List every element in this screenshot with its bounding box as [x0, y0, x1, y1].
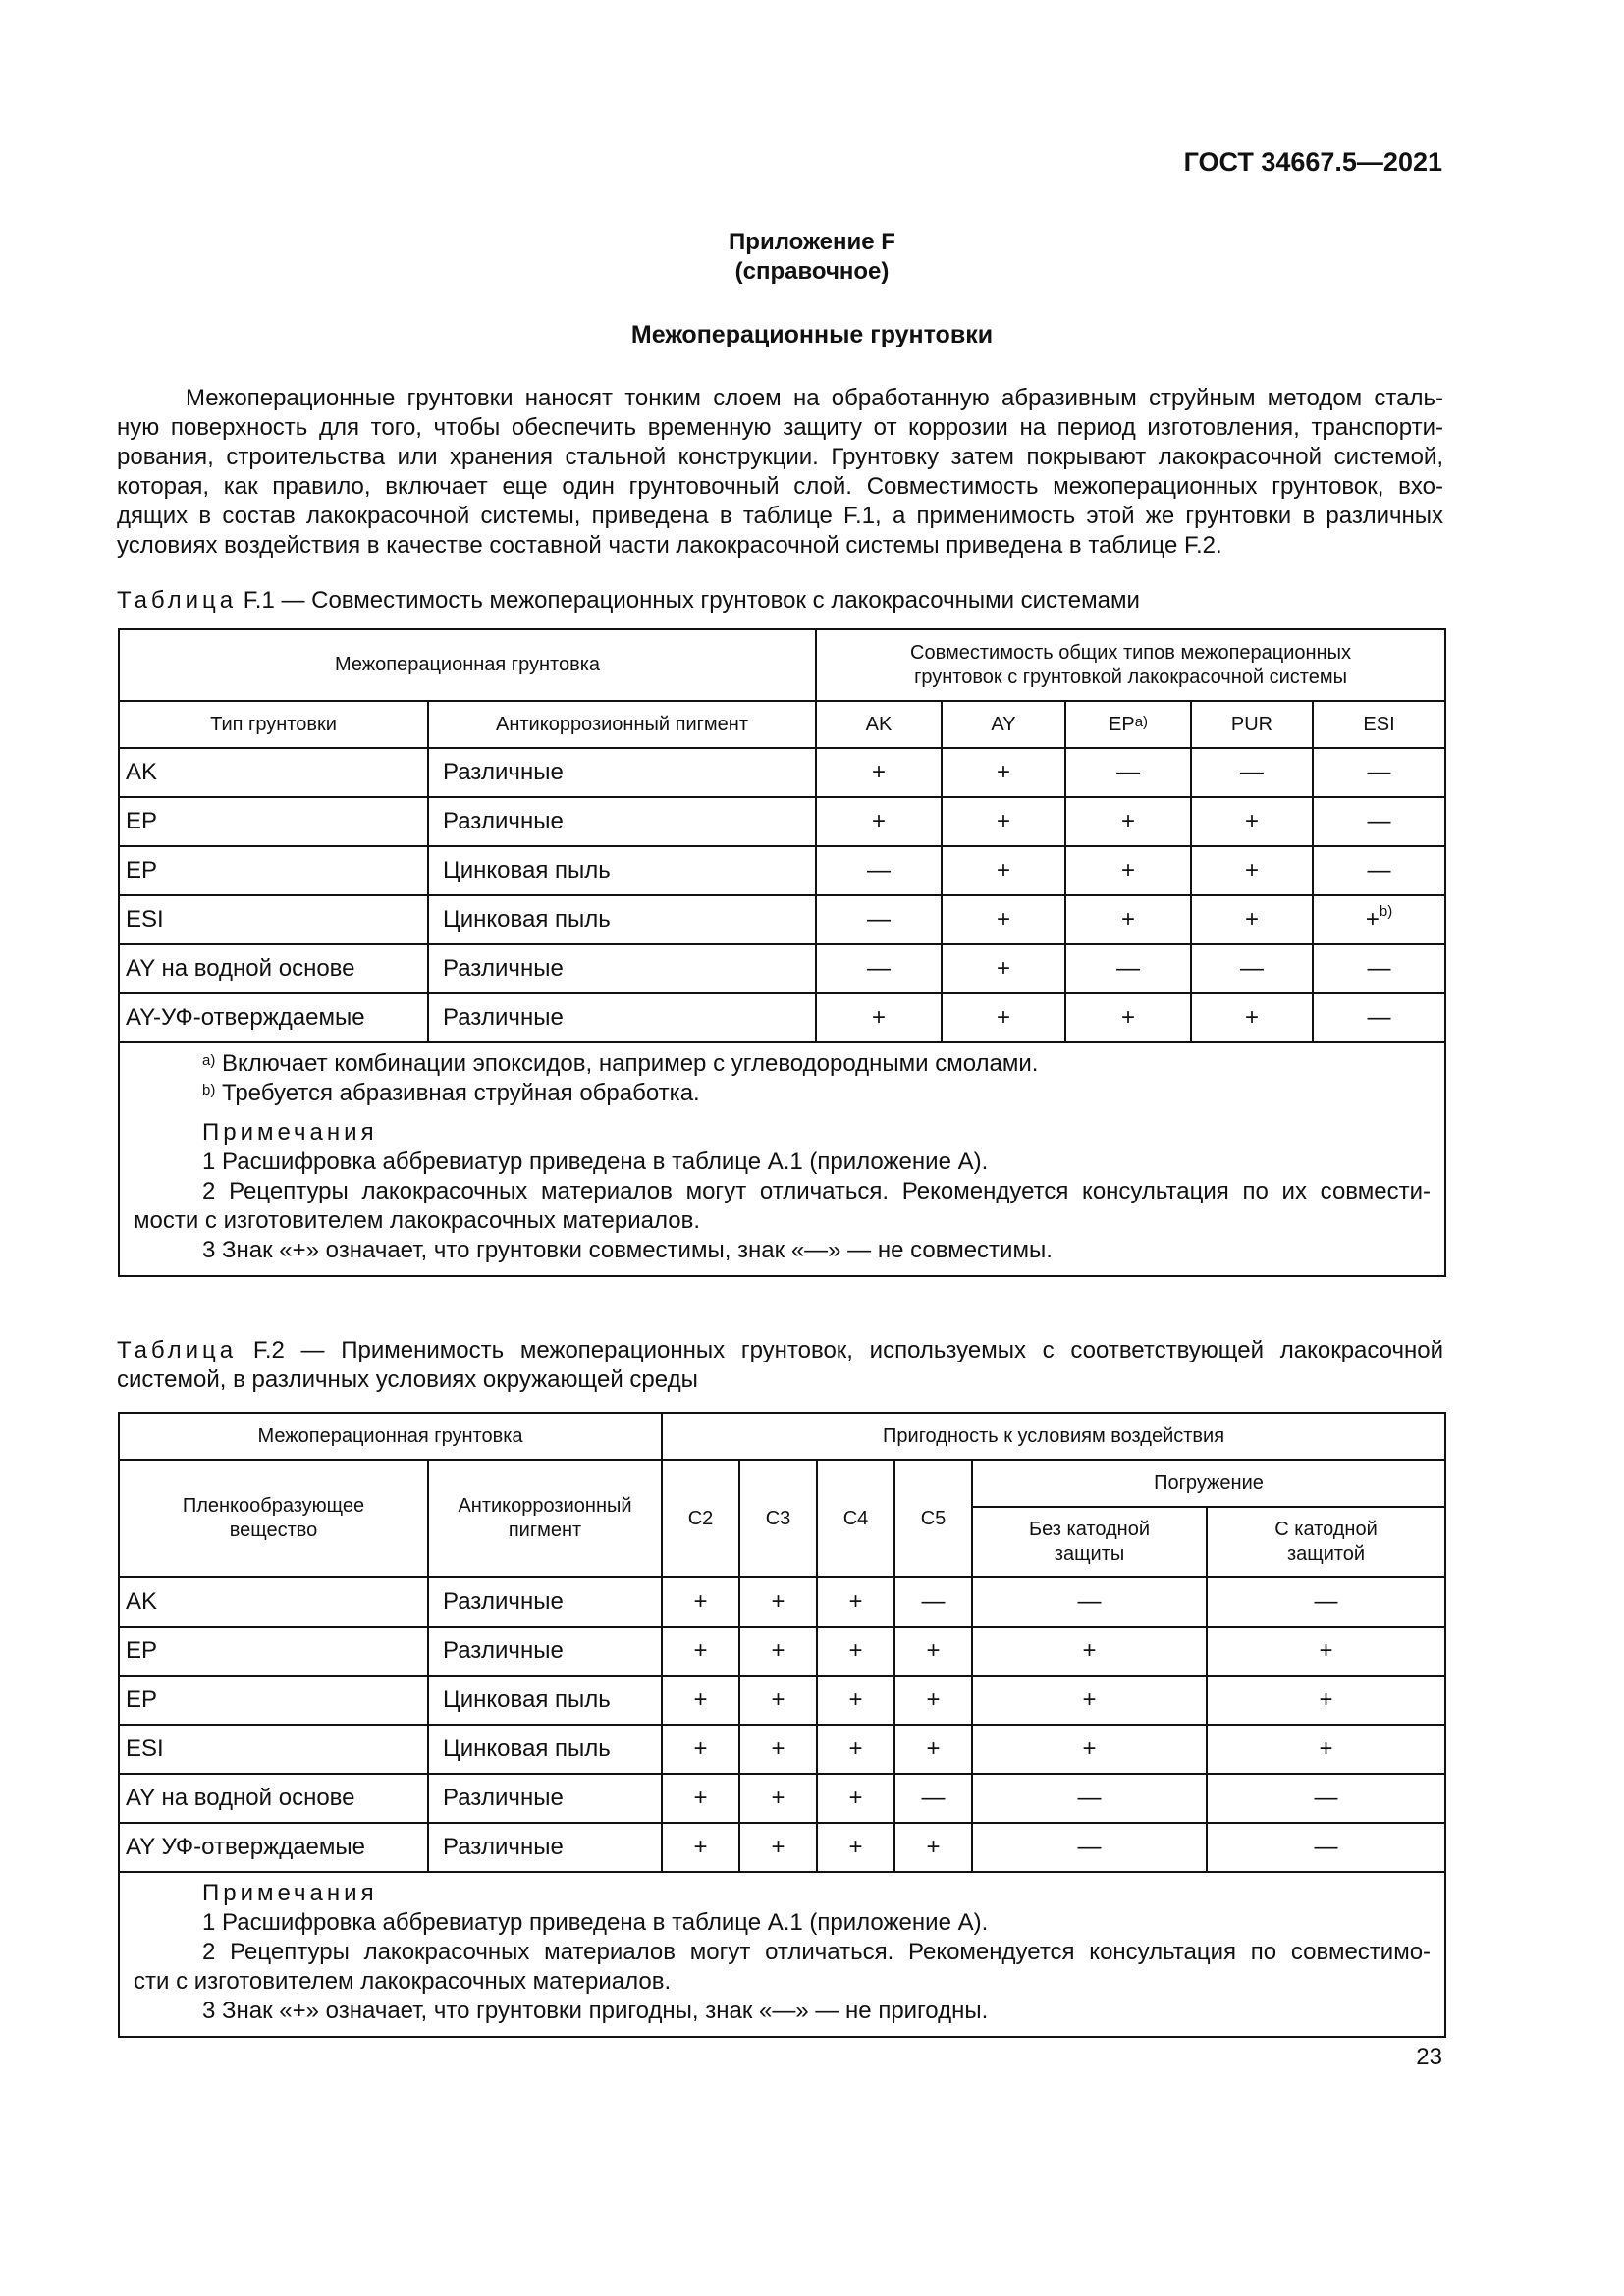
value-cell: +: [662, 1823, 739, 1872]
table2-col-cathodic: [1207, 1507, 1445, 1577]
primer-type-cell: ESI: [119, 895, 428, 944]
note: 2 Рецептуры лакокрасочных материалов могут отличаться. Рекомендуется консультация по совместимо-: [202, 1939, 1432, 1965]
table1-group-header: [119, 629, 1445, 701]
value-cell: +: [739, 1577, 817, 1627]
table2-group-left: Межоперационная грунтовка: [119, 1413, 662, 1460]
table1-caption-text: F.1 — Совместимость межоперационных грунтовок с лакокрасочными системами: [237, 587, 1140, 614]
intro-line: которая, как правило, включает еще один грунтовочный слой. Совместимость межоперационных грунтовок, вхо-: [117, 473, 1443, 500]
table-row: [119, 1725, 1445, 1774]
value-cell: +: [816, 797, 942, 846]
footnote-mark: b): [202, 1082, 216, 1098]
primer-type-cell: EP: [119, 1627, 428, 1676]
value-cell: +: [1191, 797, 1313, 846]
value-cell: +: [1207, 1725, 1445, 1774]
page-number: 23: [1416, 2044, 1442, 2070]
intro-line: дящих в состав лакокрасочной системы, приведена в таблице F.1, а применимость этой же грунтовки в различных: [117, 503, 1443, 529]
value-cell: +: [942, 993, 1065, 1042]
pigment-cell: Цинковая пыль: [428, 895, 816, 944]
primer-type-cell: ESI: [119, 1725, 428, 1774]
value-cell: —: [1207, 1577, 1445, 1627]
value-cell: +: [662, 1627, 739, 1676]
table2-col-c2: C2: [662, 1460, 739, 1577]
intro-line: Межоперационные грунтовки наносят тонким слоем на обработанную абразивным струйным методом сталь-: [186, 385, 1443, 411]
table2-caption-label: Таблица: [117, 1337, 238, 1363]
value-cell: +: [942, 944, 1065, 993]
table-f2: [118, 1412, 1446, 2038]
value-cell: —: [894, 1577, 972, 1627]
value-cell: +: [1065, 895, 1191, 944]
table2-caption-line: системой, в различных условиях окружающей среды: [117, 1366, 698, 1393]
value-cell: +: [817, 1676, 894, 1725]
table2-col-pigment: [428, 1460, 662, 1577]
footnote-text: Включает комбинации эпоксидов, например с углеводородными смолами.: [215, 1050, 1039, 1077]
table2-group-right: Пригодность к условиям воздействия: [662, 1413, 1445, 1460]
value-cell: +: [1065, 993, 1191, 1042]
footnote-mark: b): [1379, 903, 1393, 920]
value-cell: +: [662, 1577, 739, 1627]
value-cell: +: [739, 1774, 817, 1823]
table1-col-primer-type: Тип грунтовки: [119, 701, 428, 748]
table2-caption-line: [117, 1336, 1443, 1365]
value-cell: +: [816, 993, 942, 1042]
table2-caption: [117, 1336, 1443, 1395]
value-cell: —: [1065, 748, 1191, 797]
value-cell: +: [894, 1627, 972, 1676]
value-cell: —: [1313, 846, 1445, 895]
footnote: [134, 1049, 1431, 1079]
header-line: Без катодной: [1028, 1519, 1151, 1540]
table2-col-c3: C3: [739, 1460, 817, 1577]
intro-line: ную поверхность для того, чтобы обеспечить временную защиту от коррозии на период изготовления, транспорти-: [117, 414, 1443, 441]
table2-col-no-cathodic: [972, 1507, 1207, 1577]
annex-heading: Межоперационные грунтовки: [630, 321, 994, 348]
primer-type-cell: AY на водной основе: [119, 944, 428, 993]
table-f1: [118, 628, 1446, 1277]
value-cell: —: [972, 1577, 1207, 1627]
value-cell: +: [817, 1577, 894, 1627]
table1-col-ep-label: EP: [1109, 713, 1135, 735]
notes-title: Примечания: [202, 1119, 378, 1146]
value-cell: —: [1313, 993, 1445, 1042]
value-cell: +: [972, 1627, 1207, 1676]
table-row: [119, 1774, 1445, 1823]
value-cell: —: [972, 1774, 1207, 1823]
table-row: [119, 895, 1445, 944]
value-cell: +: [739, 1627, 817, 1676]
value-cell: +: [942, 846, 1065, 895]
table1-col-ay: AY: [942, 701, 1065, 748]
table1-notes: [119, 1042, 1445, 1276]
value-cell: +: [894, 1725, 972, 1774]
value-cell: +: [739, 1725, 817, 1774]
table-row: [119, 748, 1445, 797]
header-line: пигмент: [508, 1520, 582, 1541]
pigment-cell: Различные: [428, 797, 816, 846]
table-row: [119, 1627, 1445, 1676]
value-cell: +: [942, 748, 1065, 797]
footnote-mark: a): [1134, 713, 1149, 730]
table1-col-pur: PUR: [1191, 701, 1313, 748]
pigment-cell: Цинковая пыль: [428, 1676, 662, 1725]
pigment-cell: Различные: [428, 993, 816, 1042]
note: 3 Знак «+» означает, что грунтовки совместимы, знак «—» — не совместимы.: [202, 1237, 1053, 1263]
table2-notes-row: [119, 1872, 1445, 2037]
value-cell: +: [1065, 797, 1191, 846]
pigment-cell: Различные: [428, 1823, 662, 1872]
value-cell: +: [972, 1725, 1207, 1774]
value-cell: —: [816, 895, 942, 944]
table1-col-ak: AK: [816, 701, 942, 748]
table1-caption-label: Таблица: [117, 587, 238, 614]
value-cell: +: [817, 1774, 894, 1823]
value-cell: —: [1313, 944, 1445, 993]
table1-notes-row: [119, 1042, 1445, 1276]
header-line: защиты: [1054, 1543, 1125, 1565]
value-cell: —: [1313, 797, 1445, 846]
pigment-cell: Различные: [428, 1627, 662, 1676]
table1-group-right: [816, 629, 1445, 701]
table1-group-right-line: Совместимость общих типов межоперационных: [910, 641, 1352, 664]
header-line: Антикоррозионный: [458, 1495, 632, 1517]
value-cell: +: [662, 1725, 739, 1774]
value-cell: —: [1191, 944, 1313, 993]
footnote-mark: a): [202, 1052, 216, 1069]
value-text: +: [1365, 906, 1380, 933]
footnote: [134, 1079, 1431, 1108]
intro-paragraph: [117, 384, 1443, 561]
value-cell: +: [739, 1823, 817, 1872]
value-cell: +: [1207, 1676, 1445, 1725]
value-cell: +: [816, 748, 942, 797]
table1-group-right-line: грунтовок с грунтовкой лакокрасочной системы: [914, 666, 1347, 688]
value-cell: +: [942, 895, 1065, 944]
table-row: [119, 797, 1445, 846]
value-cell: +: [894, 1823, 972, 1872]
value-cell: —: [816, 846, 942, 895]
table1-col-pigment: Антикоррозионный пигмент: [428, 701, 816, 748]
value-cell: +: [972, 1676, 1207, 1725]
note: сти с изготовителем лакокрасочных материалов.: [134, 1968, 672, 1995]
table2-column-header: [119, 1460, 1445, 1507]
value-cell: —: [972, 1823, 1207, 1872]
value-cell: +: [1207, 1627, 1445, 1676]
table2-col-c5: C5: [894, 1460, 972, 1577]
primer-type-cell: EP: [119, 846, 428, 895]
value-cell: —: [816, 944, 942, 993]
header-line: С катодной: [1274, 1519, 1378, 1540]
pigment-cell: Различные: [428, 748, 816, 797]
table2-caption-text: F.2 — Применимость межоперационных грунтовок, используемых с соответствующей лакокрасочной: [237, 1337, 1443, 1363]
table2-col-c4: C4: [817, 1460, 894, 1577]
annex-status: (справочное): [734, 258, 890, 285]
header-line: Пленкообразующее: [182, 1495, 365, 1517]
table-row: [119, 846, 1445, 895]
footnote-text: Требуется абразивная струйная обработка.: [215, 1080, 700, 1106]
header-line: вещество: [229, 1520, 318, 1541]
table2-col-film-former: [119, 1460, 428, 1577]
table1-col-ep: [1065, 701, 1191, 748]
value-cell: +: [662, 1676, 739, 1725]
pigment-cell: Различные: [428, 944, 816, 993]
primer-type-cell: EP: [119, 1676, 428, 1725]
value-cell: —: [1207, 1823, 1445, 1872]
pigment-cell: Цинковая пыль: [428, 1725, 662, 1774]
standard-number: ГОСТ 34667.5—2021: [1183, 147, 1442, 177]
table2-notes: [119, 1872, 1445, 2037]
value-cell: —: [1191, 748, 1313, 797]
intro-line: рования, строительства или хранения стальной конструкции. Грунтовку затем покрывают лакокрасочной системой,: [117, 444, 1443, 470]
value-cell: [1313, 895, 1445, 944]
primer-type-cell: AY УФ-отверждаемые: [119, 1823, 428, 1872]
primer-type-cell: EP: [119, 797, 428, 846]
value-cell: —: [1313, 748, 1445, 797]
primer-type-cell: AK: [119, 748, 428, 797]
value-cell: —: [894, 1774, 972, 1823]
value-cell: —: [1207, 1774, 1445, 1823]
note: 3 Знак «+» означает, что грунтовки пригодны, знак «—» — не пригодны.: [202, 1998, 989, 2024]
value-cell: +: [894, 1676, 972, 1725]
value-cell: +: [817, 1823, 894, 1872]
pigment-cell: Различные: [428, 1577, 662, 1627]
table-row: [119, 1823, 1445, 1872]
table-row: [119, 1577, 1445, 1627]
value-cell: +: [1191, 846, 1313, 895]
annex-title: Приложение F: [729, 229, 895, 255]
table1-col-esi: ESI: [1313, 701, 1445, 748]
table1-caption: [117, 586, 1443, 615]
value-cell: —: [1065, 944, 1191, 993]
table1-column-header: [119, 701, 1445, 748]
value-cell: +: [662, 1774, 739, 1823]
primer-type-cell: AY на водной основе: [119, 1774, 428, 1823]
note: мости с изготовителем лакокрасочных материалов.: [134, 1207, 701, 1234]
table-row: [119, 944, 1445, 993]
notes-title: Примечания: [202, 1880, 378, 1906]
note: 2 Рецептуры лакокрасочных материалов могут отличаться. Рекомендуется консультация по их совмести-: [202, 1178, 1432, 1204]
table1-group-left: Межоперационная грунтовка: [119, 629, 816, 701]
value-cell: +: [1191, 993, 1313, 1042]
pigment-cell: Цинковая пыль: [428, 846, 816, 895]
value-cell: +: [817, 1725, 894, 1774]
primer-type-cell: AY-УФ-отверждаемые: [119, 993, 428, 1042]
primer-type-cell: AK: [119, 1577, 428, 1627]
value-cell: +: [739, 1676, 817, 1725]
intro-line: условиях воздействия в качестве составной части лакокрасочной системы приведена в таблице F.2.: [117, 532, 1222, 559]
table2-group-header: [119, 1413, 1445, 1460]
table-row: [119, 1676, 1445, 1725]
value-cell: +: [942, 797, 1065, 846]
table-row: [119, 993, 1445, 1042]
value-cell: +: [1191, 895, 1313, 944]
pigment-cell: Различные: [428, 1774, 662, 1823]
header-line: защитой: [1286, 1543, 1366, 1565]
note: 1 Расшифровка аббревиатур приведена в таблице А.1 (приложение А).: [202, 1148, 989, 1175]
note: 1 Расшифровка аббревиатур приведена в таблице А.1 (приложение А).: [202, 1909, 989, 1936]
table2-col-immersion: Погружение: [972, 1460, 1445, 1507]
value-cell: +: [817, 1627, 894, 1676]
value-cell: +: [1065, 846, 1191, 895]
